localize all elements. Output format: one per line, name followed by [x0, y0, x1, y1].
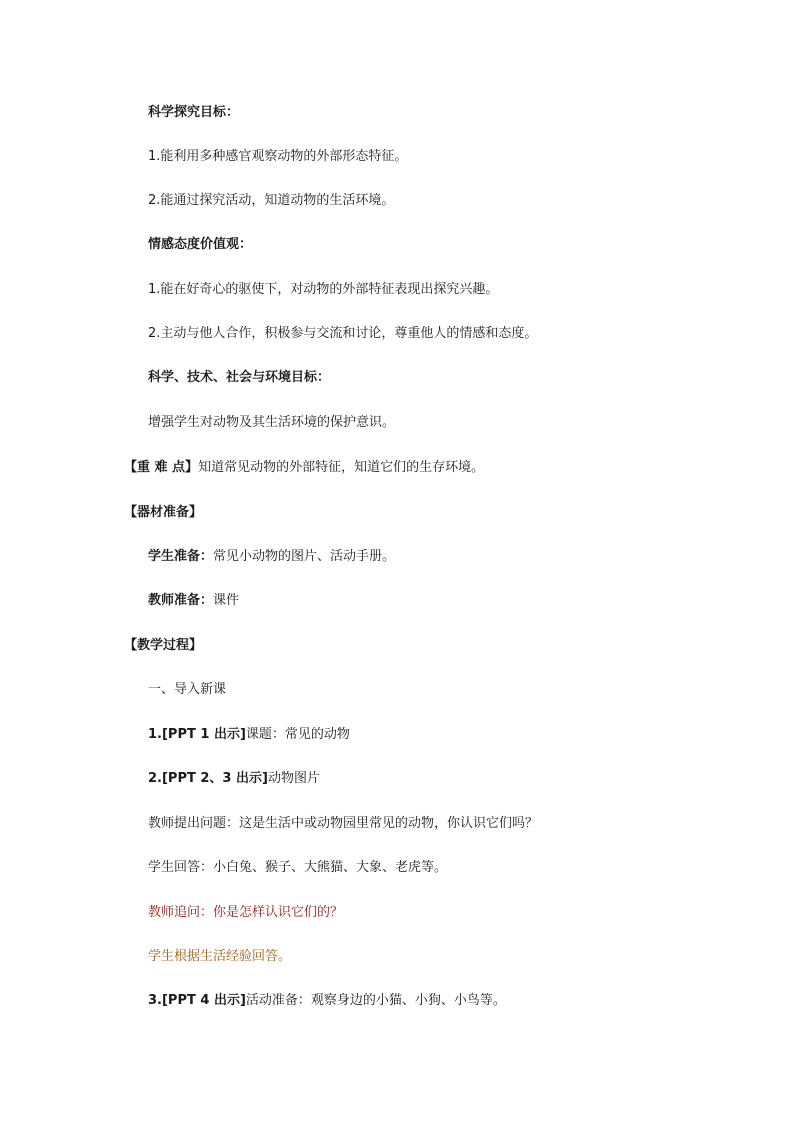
- process-heading: 【教学过程】: [124, 638, 203, 653]
- step-1-line: [148, 726, 350, 744]
- emotion-goal-heading: 情感态度价值观：: [148, 237, 253, 252]
- teacher-prep-text: 课件: [213, 593, 240, 608]
- step-3-ppt-tag: 3.[PPT 4 出示]: [148, 993, 246, 1008]
- step-1-text: 课题：常见的动物: [245, 727, 350, 742]
- teacher-followup: 教师追问：你是怎样认识它们的？: [148, 905, 344, 920]
- step-3-line: [148, 992, 506, 1010]
- student-prep-line: [148, 548, 395, 566]
- student-prep-text: 常见小动物的图片、活动手册。: [213, 549, 396, 564]
- teacher-prep-label: 教师准备：: [148, 593, 214, 608]
- key-point-label: 【重 难 点】: [124, 460, 199, 475]
- science-goal-item-1: 1.能利用多种感官观察动物的外部形态特征。: [148, 149, 408, 164]
- stse-goal-text: 增强学生对动物及其生活环境的保护意识。: [148, 415, 396, 430]
- step-2-text: 动物图片: [267, 771, 320, 786]
- student-followup: 学生根据生活经验回答。: [148, 949, 292, 964]
- emotion-goal-item-2: 2.主动与他人合作，积极参与交流和讨论，尊重他人的情感和态度。: [148, 326, 538, 341]
- key-point-line: [124, 459, 484, 477]
- step-1-ppt-tag: 1.[PPT 1 出示]: [148, 727, 246, 742]
- intro-heading: 一、导入新课: [148, 682, 227, 697]
- key-point-text: 知道常见动物的外部特征，知道它们的生存环境。: [198, 460, 485, 475]
- student-answer: 学生回答：小白兔、猴子、大熊猫、大象、老虎等。: [148, 860, 448, 875]
- student-prep-label: 学生准备：: [148, 549, 214, 564]
- step-3-text: 活动准备：观察身边的小猫、小狗、小鸟等。: [245, 993, 506, 1008]
- step-2-ppt-tag: 2.[PPT 2、3 出示]: [148, 771, 268, 786]
- teacher-prep-line: [148, 592, 239, 610]
- science-goal-item-2: 2.能通过探究活动，知道动物的生活环境。: [148, 193, 395, 208]
- science-goal-heading: 科学探究目标：: [148, 105, 240, 120]
- teacher-question: 教师提出问题：这是生活中或动物园里常见的动物，你认识它们吗？: [148, 816, 539, 831]
- stse-goal-heading: 科学、技术、社会与环境目标：: [148, 370, 331, 385]
- step-2-line: [148, 770, 320, 788]
- emotion-goal-item-1: 1.能在好奇心的驱使下，对动物的外部特征表现出探究兴趣。: [148, 282, 499, 297]
- materials-heading: 【器材准备】: [124, 505, 203, 520]
